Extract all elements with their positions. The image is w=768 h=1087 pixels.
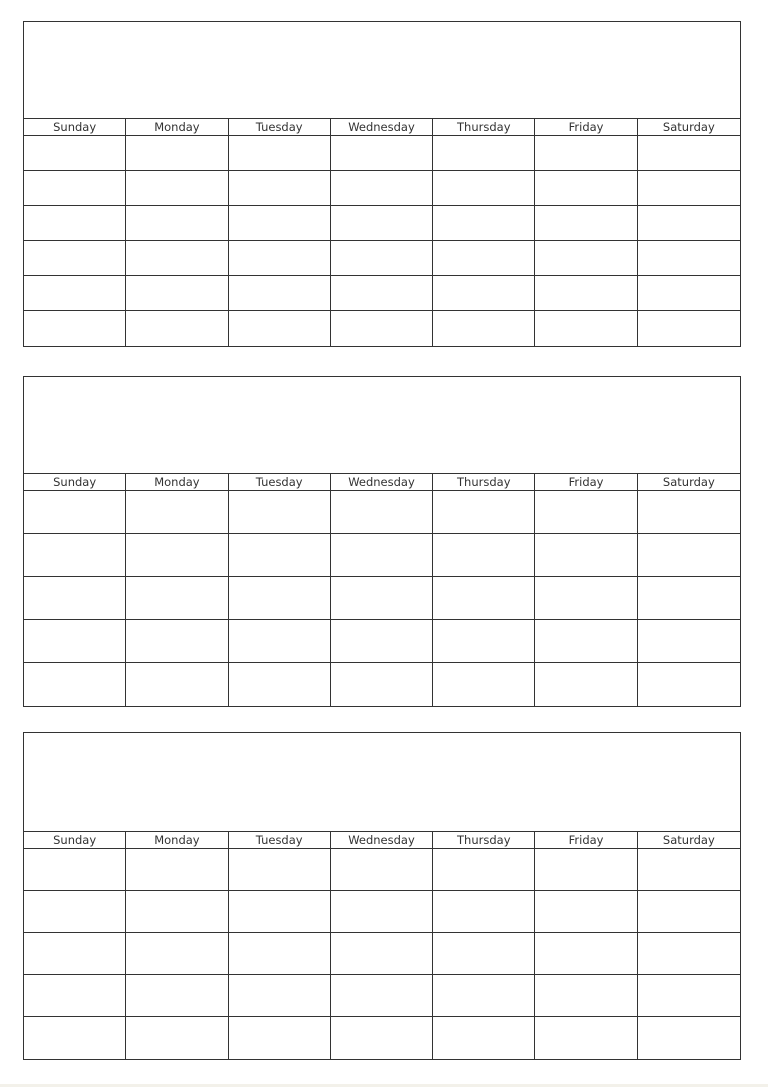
- weekday-label-sunday: Sunday: [24, 832, 126, 848]
- weekday-label-monday: Monday: [126, 119, 228, 135]
- day-cell[interactable]: [638, 171, 740, 206]
- month-title-area[interactable]: [24, 377, 740, 474]
- day-cell[interactable]: [126, 206, 228, 241]
- day-grid: [24, 136, 740, 346]
- day-cell[interactable]: [126, 136, 228, 171]
- weekday-header-row: [24, 832, 740, 849]
- day-cell[interactable]: [331, 241, 433, 276]
- day-cell[interactable]: [229, 933, 331, 975]
- day-cell[interactable]: [126, 891, 228, 933]
- weekday-label-thursday: Thursday: [433, 474, 535, 490]
- day-cell[interactable]: [638, 1017, 740, 1059]
- weekday-label-monday: Monday: [126, 832, 228, 848]
- day-cell[interactable]: [24, 663, 126, 706]
- day-cell[interactable]: [24, 206, 126, 241]
- day-cell[interactable]: [638, 975, 740, 1017]
- day-cell[interactable]: [24, 577, 126, 620]
- day-cell[interactable]: [126, 534, 228, 577]
- day-cell[interactable]: [331, 534, 433, 577]
- day-cell[interactable]: [331, 933, 433, 975]
- weekday-label-wednesday: Wednesday: [331, 119, 433, 135]
- day-cell[interactable]: [229, 136, 331, 171]
- day-cell[interactable]: [638, 891, 740, 933]
- day-grid: [24, 849, 740, 1059]
- day-cell[interactable]: [331, 206, 433, 241]
- day-cell[interactable]: [331, 276, 433, 311]
- day-cell[interactable]: [638, 206, 740, 241]
- day-cell[interactable]: [331, 311, 433, 346]
- day-cell[interactable]: [229, 206, 331, 241]
- day-cell[interactable]: [433, 241, 535, 276]
- day-cell[interactable]: [638, 241, 740, 276]
- day-cell[interactable]: [433, 933, 535, 975]
- day-cell[interactable]: [433, 620, 535, 663]
- day-cell[interactable]: [638, 849, 740, 891]
- day-cell[interactable]: [24, 491, 126, 534]
- day-cell[interactable]: [638, 534, 740, 577]
- day-cell[interactable]: [433, 136, 535, 171]
- day-cell[interactable]: [229, 975, 331, 1017]
- day-cell[interactable]: [433, 311, 535, 346]
- day-cell[interactable]: [229, 311, 331, 346]
- day-cell[interactable]: [24, 933, 126, 975]
- day-cell[interactable]: [24, 136, 126, 171]
- weekday-label-saturday: Saturday: [662, 120, 715, 134]
- day-cell[interactable]: [535, 849, 637, 891]
- month-calendar-3: [23, 732, 741, 1060]
- day-cell[interactable]: [126, 171, 228, 206]
- weekday-label-monday: Monday: [126, 474, 228, 490]
- day-cell[interactable]: [229, 849, 331, 891]
- day-cell[interactable]: [638, 136, 740, 171]
- day-cell[interactable]: [126, 311, 228, 346]
- day-cell[interactable]: [433, 1017, 535, 1059]
- day-cell[interactable]: [229, 534, 331, 577]
- day-cell[interactable]: [24, 171, 126, 206]
- day-cell[interactable]: [433, 276, 535, 311]
- day-cell[interactable]: [331, 491, 433, 534]
- day-cell[interactable]: [535, 534, 637, 577]
- weekday-label-tuesday: Tuesday: [229, 119, 331, 135]
- day-cell[interactable]: [535, 577, 637, 620]
- day-cell[interactable]: [24, 1017, 126, 1059]
- day-cell[interactable]: [126, 577, 228, 620]
- day-cell[interactable]: [331, 975, 433, 1017]
- day-cell[interactable]: [229, 241, 331, 276]
- day-cell[interactable]: [638, 620, 740, 663]
- day-cell[interactable]: [638, 276, 740, 311]
- day-cell[interactable]: [331, 663, 433, 706]
- day-cell[interactable]: [126, 933, 228, 975]
- weekday-label-tuesday: Tuesday: [229, 474, 331, 490]
- day-cell[interactable]: [126, 975, 228, 1017]
- day-cell[interactable]: [229, 577, 331, 620]
- day-cell[interactable]: [331, 849, 433, 891]
- day-cell[interactable]: [126, 276, 228, 311]
- day-cell[interactable]: [433, 491, 535, 534]
- day-cell[interactable]: [331, 620, 433, 663]
- day-cell[interactable]: [535, 663, 637, 706]
- day-cell[interactable]: [126, 849, 228, 891]
- day-cell[interactable]: [24, 276, 126, 311]
- weekday-label-sunday: Sunday: [24, 119, 126, 135]
- day-cell[interactable]: [433, 577, 535, 620]
- day-cell[interactable]: [535, 311, 637, 346]
- day-cell[interactable]: [331, 1017, 433, 1059]
- day-cell[interactable]: [126, 241, 228, 276]
- day-cell[interactable]: [24, 311, 126, 346]
- day-cell[interactable]: [229, 620, 331, 663]
- day-cell[interactable]: [638, 311, 740, 346]
- day-cell[interactable]: [638, 933, 740, 975]
- weekday-header-row: [24, 119, 740, 136]
- day-cell[interactable]: [126, 620, 228, 663]
- day-cell[interactable]: [638, 491, 740, 534]
- day-grid: [24, 491, 740, 706]
- day-cell[interactable]: [24, 620, 126, 663]
- weekday-label-wednesday: Wednesday: [331, 474, 433, 490]
- month-calendar-1: [23, 21, 741, 347]
- month-calendar-2: [23, 376, 741, 707]
- day-cell[interactable]: [229, 276, 331, 311]
- day-cell[interactable]: [535, 491, 637, 534]
- day-cell[interactable]: [433, 534, 535, 577]
- day-cell[interactable]: [433, 849, 535, 891]
- day-cell[interactable]: [24, 891, 126, 933]
- day-cell[interactable]: [535, 206, 637, 241]
- day-cell[interactable]: [638, 663, 740, 706]
- month-title-area[interactable]: [24, 22, 740, 119]
- weekday-label-saturday: Saturday: [662, 833, 715, 847]
- weekday-label-friday: Friday: [535, 474, 637, 490]
- day-cell[interactable]: [433, 171, 535, 206]
- weekday-header-row: [24, 474, 740, 491]
- day-cell[interactable]: [638, 577, 740, 620]
- day-cell[interactable]: [433, 891, 535, 933]
- day-cell[interactable]: [535, 933, 637, 975]
- day-cell[interactable]: [331, 891, 433, 933]
- day-cell[interactable]: [535, 620, 637, 663]
- day-cell[interactable]: [229, 171, 331, 206]
- day-cell[interactable]: [24, 534, 126, 577]
- day-cell[interactable]: [331, 171, 433, 206]
- day-cell[interactable]: [24, 975, 126, 1017]
- day-cell[interactable]: [24, 849, 126, 891]
- day-cell[interactable]: [433, 663, 535, 706]
- weekday-label-friday: Friday: [535, 119, 637, 135]
- day-cell[interactable]: [433, 975, 535, 1017]
- day-cell[interactable]: [126, 663, 228, 706]
- day-cell[interactable]: [535, 891, 637, 933]
- day-cell[interactable]: [535, 975, 637, 1017]
- day-cell[interactable]: [126, 491, 228, 534]
- weekday-label-saturday: Saturday: [662, 475, 715, 489]
- day-cell[interactable]: [535, 241, 637, 276]
- weekday-label-sunday: Sunday: [24, 474, 126, 490]
- weekday-label-thursday: Thursday: [433, 119, 535, 135]
- day-cell[interactable]: [535, 171, 637, 206]
- weekday-label-wednesday: Wednesday: [331, 832, 433, 848]
- day-cell[interactable]: [229, 891, 331, 933]
- day-cell[interactable]: [331, 136, 433, 171]
- day-cell[interactable]: [433, 206, 535, 241]
- day-cell[interactable]: [331, 577, 433, 620]
- month-title-area[interactable]: [24, 733, 740, 832]
- day-cell[interactable]: [126, 1017, 228, 1059]
- weekday-label-tuesday: Tuesday: [229, 832, 331, 848]
- day-cell[interactable]: [229, 663, 331, 706]
- weekday-label-thursday: Thursday: [433, 832, 535, 848]
- day-cell[interactable]: [535, 136, 637, 171]
- day-cell[interactable]: [535, 1017, 637, 1059]
- day-cell[interactable]: [229, 1017, 331, 1059]
- day-cell[interactable]: [24, 241, 126, 276]
- day-cell[interactable]: [535, 276, 637, 311]
- weekday-label-friday: Friday: [535, 832, 637, 848]
- day-cell[interactable]: [229, 491, 331, 534]
